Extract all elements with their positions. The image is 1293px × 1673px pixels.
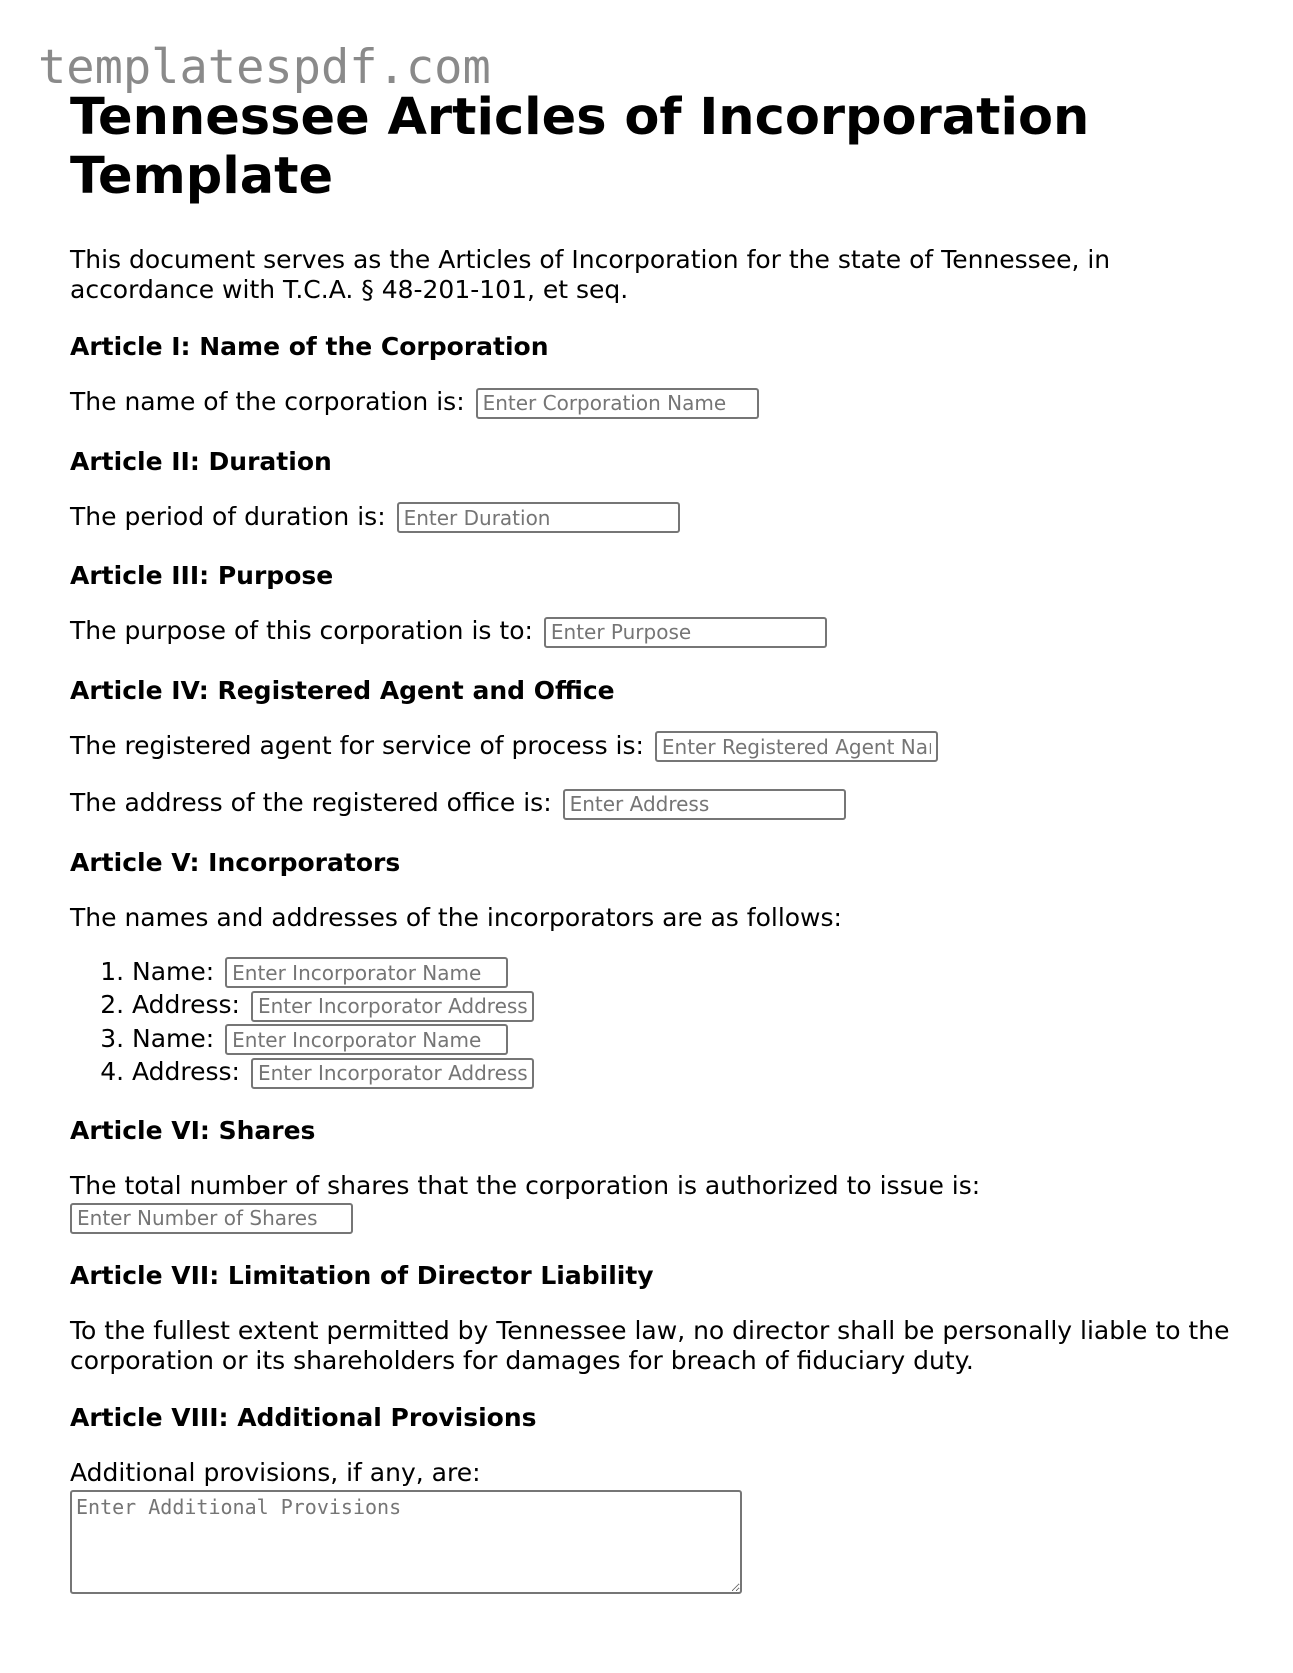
watermark: templatespdf.com: [38, 40, 491, 95]
duration-input[interactable]: [397, 502, 680, 533]
corporation-name-input[interactable]: [476, 388, 759, 419]
document-page: [70, 88, 1230, 1594]
incorporator-1-name-input[interactable]: [225, 957, 508, 988]
incorporators-intro: The names and addresses of the incorporators are as follows:: [70, 902, 842, 932]
article-1-heading: Article I: Name of the Corporation: [70, 332, 549, 361]
shares-label: The total number of shares that the corporation is authorized to issue is:: [70, 1170, 981, 1200]
purpose-input[interactable]: [544, 617, 827, 648]
article-1-row: [70, 387, 1230, 419]
intro-paragraph: This document serves as the Articles of Incorporation for the state of Tennessee, in accordance with T.C.A. § 48-201-101, et seq.: [70, 245, 1111, 304]
list-item: [132, 1055, 1230, 1089]
incorporator-1-address-label: Address:: [132, 990, 240, 1019]
incorporator-2-address-input[interactable]: [251, 1058, 534, 1089]
incorporators-list: [70, 955, 1230, 1089]
corporation-name-label: The name of the corporation is:: [70, 387, 465, 416]
list-item: [132, 1022, 1230, 1056]
article-3-heading: Article III: Purpose: [70, 561, 334, 590]
article-2-row: [70, 502, 1230, 534]
incorporator-1-name-label: Name:: [132, 956, 215, 986]
liability-text: To the fullest extent permitted by Tennessee law, no director shall be personally liable to the corporation or its shareholders for damages for breach of fiduciary duty.: [70, 1315, 1230, 1375]
shares-input[interactable]: [70, 1203, 353, 1234]
registered-office-label: The address of the registered office is:: [70, 788, 552, 817]
list-item: [132, 955, 1230, 989]
article-8-heading: Article VIII: Additional Provisions: [70, 1402, 537, 1432]
duration-label: The period of duration is:: [70, 501, 386, 531]
incorporator-2-address-label: Address:: [132, 1057, 240, 1086]
article-4-heading: Article IV: Registered Agent and Office: [70, 675, 615, 705]
registered-office-row: [70, 788, 1230, 820]
purpose-label: The purpose of this corporation is to:: [70, 616, 533, 645]
incorporator-1-address-input[interactable]: [251, 991, 534, 1022]
article-2-heading: Article II: Duration: [70, 446, 332, 476]
registered-agent-label: The registered agent for service of process is:: [70, 730, 644, 760]
list-item: [132, 988, 1230, 1022]
article-6-heading: Article VI: Shares: [70, 1115, 316, 1145]
additional-provisions-textarea[interactable]: [70, 1490, 742, 1594]
incorporator-2-name-input[interactable]: [225, 1024, 508, 1055]
registered-agent-row: [70, 731, 1230, 763]
page-title: Tennessee Articles of Incorporation Template: [70, 88, 1090, 206]
article-7-heading: Article VII: Limitation of Director Liability: [70, 1260, 654, 1290]
registered-agent-input[interactable]: [655, 731, 938, 762]
article-5-heading: Article V: Incorporators: [70, 847, 401, 877]
registered-office-input[interactable]: [563, 789, 846, 820]
article-3-row: [70, 616, 1230, 648]
additional-provisions-label: Additional provisions, if any, are:: [70, 1457, 481, 1487]
incorporator-2-name-label: Name:: [132, 1023, 215, 1053]
